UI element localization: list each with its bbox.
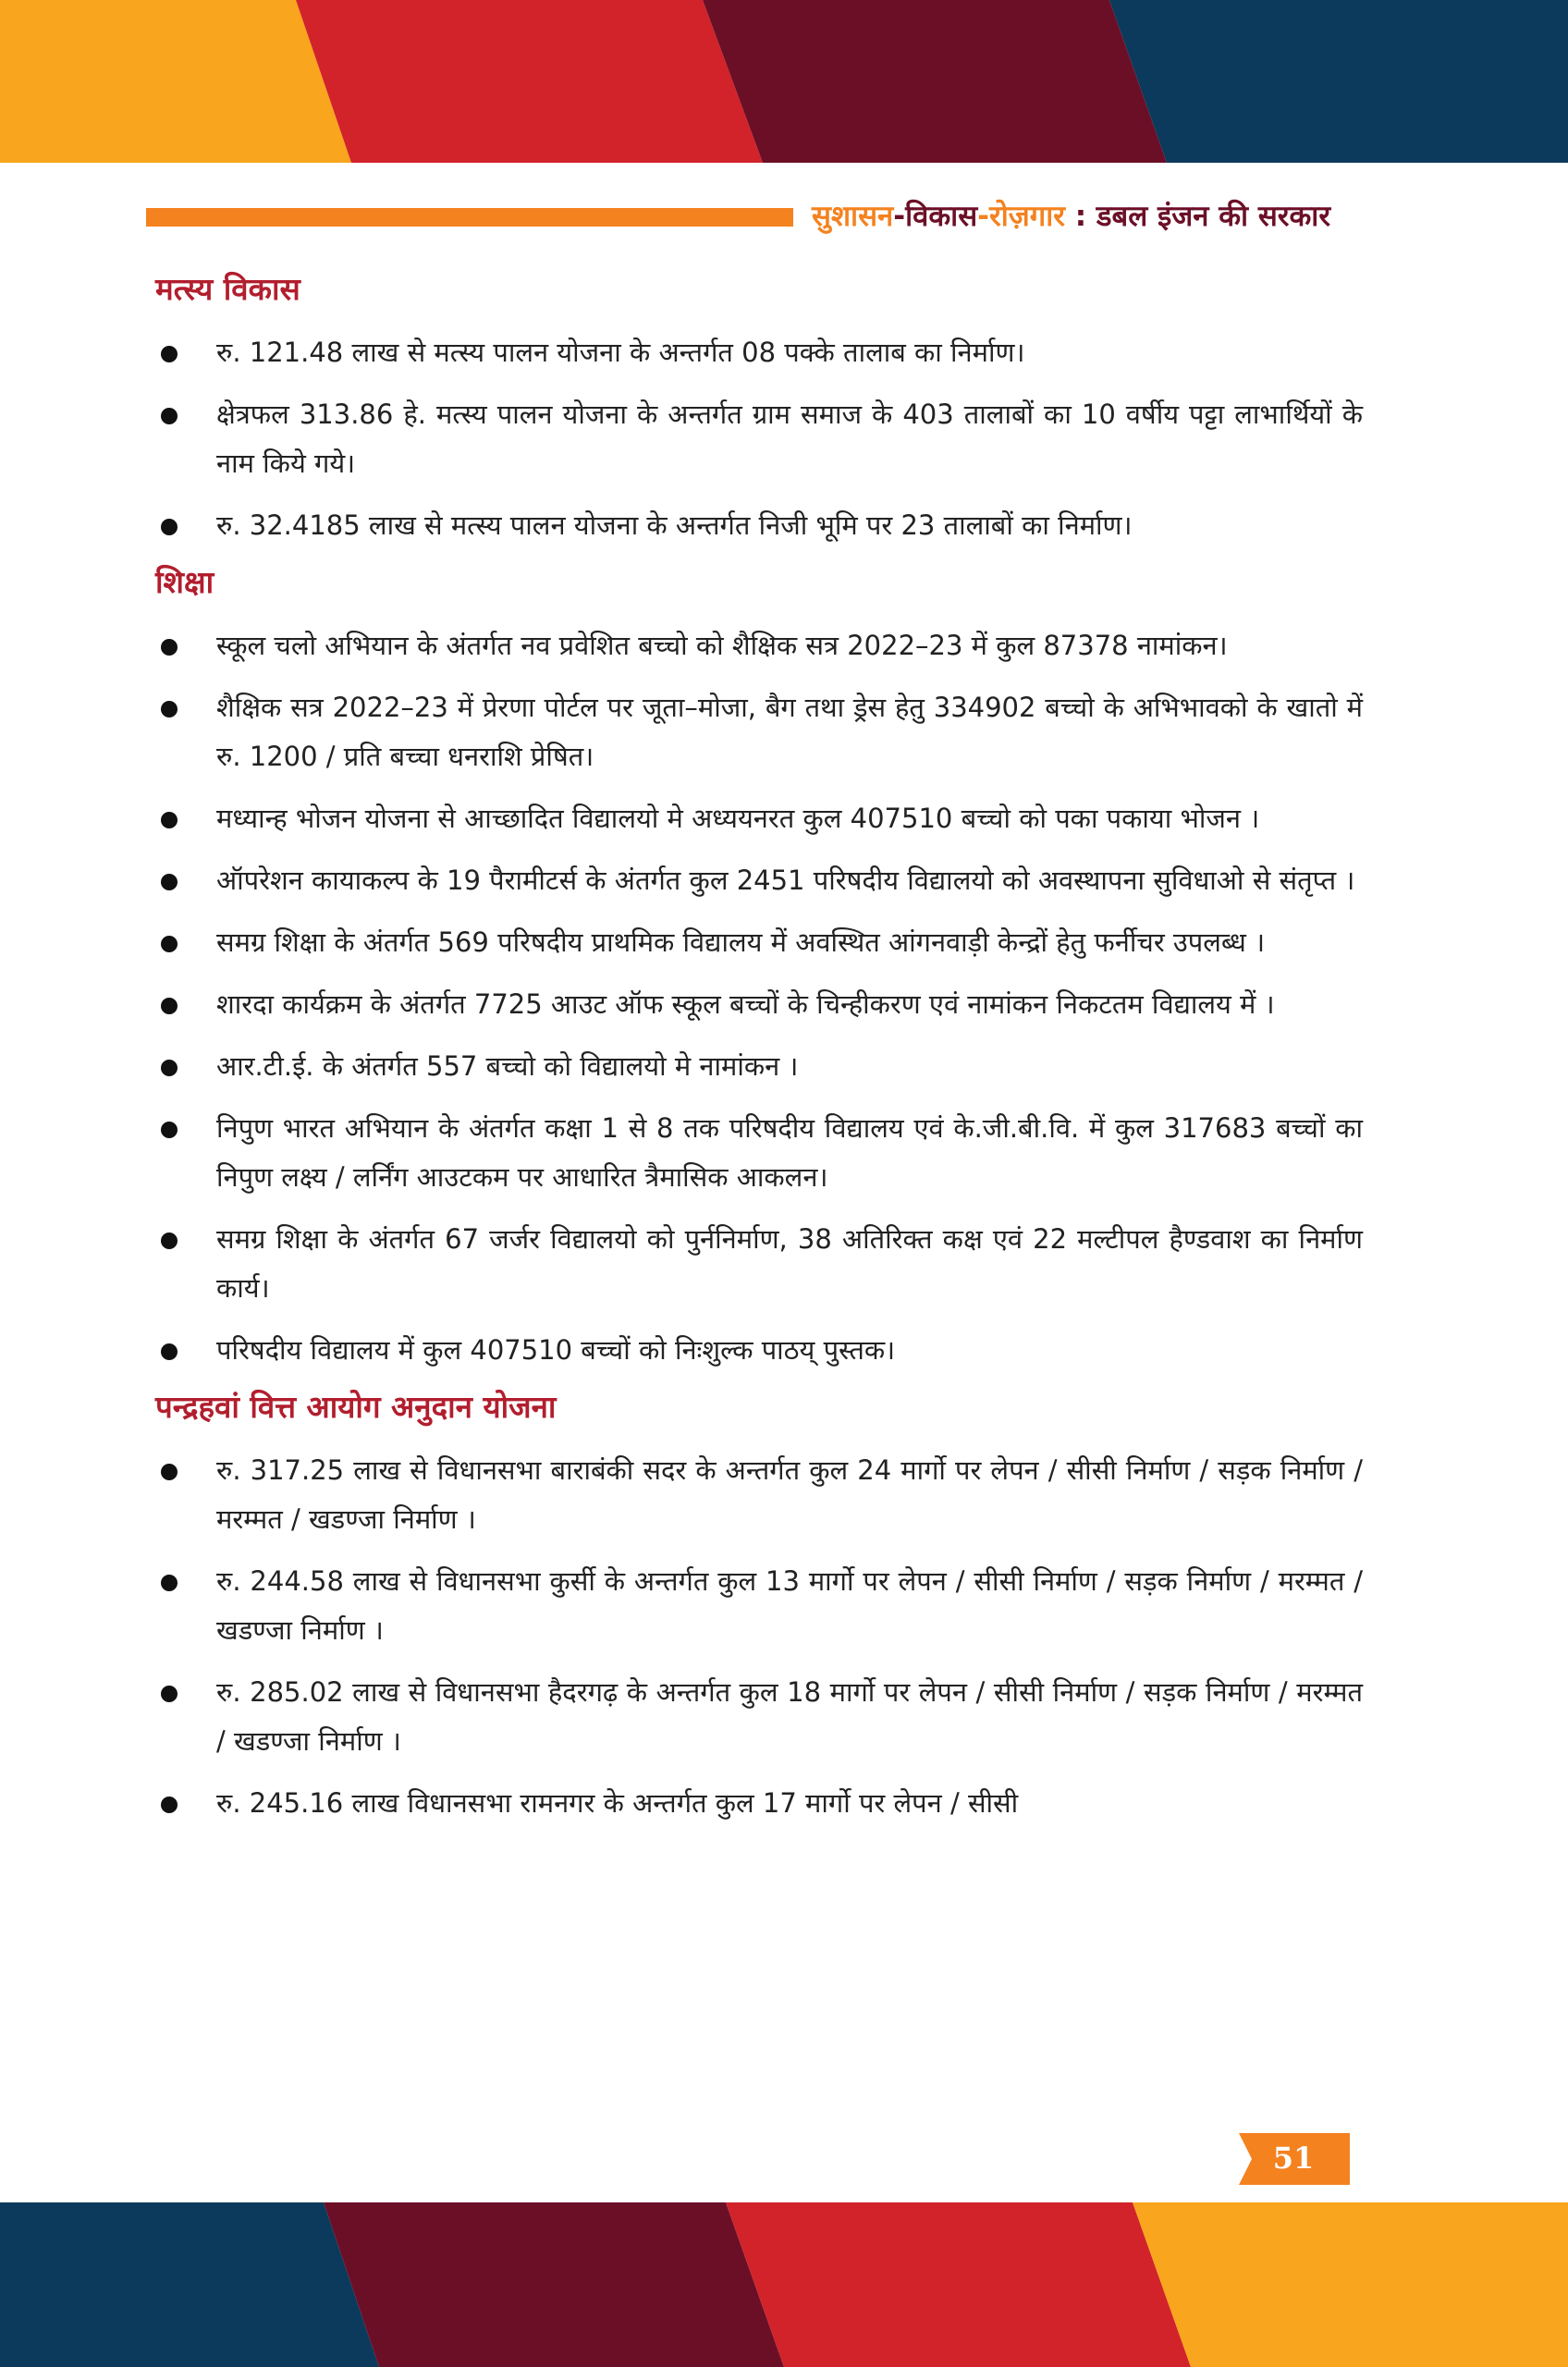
- list-item: [155, 1215, 1363, 1313]
- band-navy: [1109, 0, 1568, 163]
- list-item: [155, 621, 1363, 670]
- bullet-icon: [161, 1464, 178, 1480]
- list-item-text: रु. 317.25 लाख से विधानसभा बाराबंकी सदर के अन्तर्गत कुल 24 मार्गो पर लेपन / सीसी निर्माण / सड़क निर्माण / मरम्मत / खडण्जा निर्माण ।: [216, 1453, 1363, 1535]
- top-color-band: [0, 0, 1568, 163]
- list-item-text: रु. 32.4185 लाख से मत्स्य पालन योजना के अन्तर्गत निजी भूमि पर 23 तालाबों का निर्माण।: [216, 509, 1133, 541]
- list-item-text: ऑपरेशन कायाकल्प के 19 पैरामीटर्स के अंतर्गत कुल 2451 परिषदीय विद्यालयो को अवस्थापना सुविधाओ से संतृप्त ।: [216, 864, 1355, 896]
- band-maroon: [324, 2202, 784, 2367]
- list-item-text: शारदा कार्यक्रम के अंतर्गत 7725 आउट ऑफ स्कूल बच्चों के चिन्हीकरण एवं नामांकन निकटतम विद्यालय में ।: [216, 987, 1275, 1020]
- page-content: [155, 270, 1363, 1841]
- header-word-rozgar: रोज़गार: [989, 200, 1065, 233]
- band-yellow: [1133, 2202, 1568, 2367]
- list-item: [155, 1104, 1363, 1202]
- list-item: [155, 501, 1363, 550]
- list-item: [155, 1779, 1363, 1828]
- list-item-text: निपुण भारत अभियान के अंतर्गत कक्षा 1 से 8 तक परिषदीय विद्यालय एवं के.जी.बी.वि. में कुल 317683 बच्चों का निपुण लक्ष्य / लर्निंग आउटकम पर आधारित त्रैमासिक आकलन।: [216, 1111, 1363, 1193]
- section-education: [155, 563, 1363, 1375]
- list-item-text: रु. 121.48 लाख से मत्स्य पालन योजना के अन्तर्गत 08 पक्के तालाब का निर्माण।: [216, 336, 1025, 368]
- header-word-vikas: विकास: [905, 200, 978, 233]
- bullet-icon: [161, 1343, 178, 1360]
- page-number-badge: [1228, 2133, 1350, 2185]
- band-navy: [0, 2202, 379, 2367]
- bullet-icon: [161, 1060, 178, 1076]
- list-item-text: परिषदीय विद्यालय में कुल 407510 बच्चों को निःशुल्क पाठय् पुस्तक।: [216, 1333, 896, 1366]
- list-item-text: समग्र शिक्षा के अंतर्गत 569 परिषदीय प्राथमिक विद्यालय में अवस्थित आंगनवाड़ी केन्द्रों हेतु फर्नीचर उपलब्ध ।: [216, 926, 1266, 958]
- band-red: [726, 2202, 1191, 2367]
- band-yellow: [0, 0, 351, 163]
- header-title-rest: : डबल इंजन की सरकार: [1064, 200, 1331, 233]
- list-item: [155, 856, 1363, 905]
- list-item-text: क्षेत्रफल 313.86 हे. मत्स्य पालन योजना के अन्तर्गत ग्राम समाज के 403 तालाबों का 10 वर्षीय पट्टा लाभार्थियों के नाम किये गये।: [216, 398, 1363, 479]
- bottom-color-band: [0, 2202, 1568, 2367]
- bullet-icon: [161, 701, 178, 717]
- bullet-icon: [161, 1686, 178, 1702]
- bullet-icon: [161, 998, 178, 1014]
- page-number: 51: [1272, 2140, 1315, 2176]
- list-item-text: शैक्षिक सत्र 2022–23 में प्रेरणा पोर्टल पर जूता–मोजा, बैग तथा ड्रेस हेतु 334902 बच्चो के अभिभावको के खातो में रु. 1200 / प्रति बच्चा धनराशि प्रेषित।: [216, 691, 1363, 772]
- section-fifteenth-finance-commission: [155, 1388, 1363, 1828]
- list-item: [155, 328, 1363, 377]
- list-item: [155, 1557, 1363, 1655]
- list-item-text: मध्यान्ह भोजन योजना से आच्छादित विद्यालयो मे अध्ययनरत कुल 407510 बच्चो को पका पकाया भोजन ।: [216, 802, 1260, 834]
- bullet-icon: [161, 1575, 178, 1591]
- header-word-sushasan: सुशासन: [812, 200, 894, 233]
- list-item: [155, 390, 1363, 488]
- list-item: [155, 1326, 1363, 1375]
- bullet-icon: [161, 519, 178, 535]
- list-item: [155, 1042, 1363, 1091]
- header-accent-line: [146, 208, 793, 227]
- bullet-icon: [161, 812, 178, 828]
- section-heading: शिक्षा: [155, 563, 214, 600]
- list-item-text: समग्र शिक्षा के अंतर्गत 67 जर्जर विद्यालयो को पुर्ननिर्माण, 38 अतिरिक्त कक्ष एवं 22 मल्टीपल हैण्डवाश का निर्माण कार्य।: [216, 1222, 1363, 1304]
- bullet-icon: [161, 1122, 178, 1138]
- list-item-text: रु. 285.02 लाख से विधानसभा हैदरगढ़ के अन्तर्गत कुल 18 मार्गो पर लेपन / सीसी निर्माण / सड़क निर्माण / मरम्मत / खडण्जा निर्माण ।: [216, 1675, 1363, 1757]
- bullet-icon: [161, 874, 178, 890]
- list-item-text: स्कूल चलो अभियान के अंतर्गत नव प्रवेशित बच्चो को शैक्षिक सत्र 2022–23 में कुल 87378 नामांकन।: [216, 629, 1228, 661]
- header-sep-1: -: [893, 200, 906, 233]
- section-heading: पन्द्रहवां वित्त आयोग अनुदान योजना: [155, 1388, 557, 1425]
- band-red: [296, 0, 763, 163]
- list-item: [155, 794, 1363, 843]
- list-item-text: आर.टी.ई. के अंतर्गत 557 बच्चो को विद्यालयो मे नामांकन ।: [216, 1049, 799, 1082]
- list-item-text: रु. 244.58 लाख से विधानसभा कुर्सी के अन्तर्गत कुल 13 मार्गो पर लेपन / सीसी निर्माण / सड़क निर्माण / मरम्मत / खडण्जा निर्माण ।: [216, 1564, 1363, 1646]
- list-item: [155, 980, 1363, 1029]
- header-sep-2: -: [977, 200, 990, 233]
- list-item: [155, 683, 1363, 781]
- section-fisheries: [155, 270, 1363, 550]
- bullet-icon: [161, 1797, 178, 1813]
- bullet-icon: [161, 408, 178, 424]
- bullet-icon: [161, 639, 178, 656]
- list-item: [155, 1446, 1363, 1544]
- bullet-icon: [161, 346, 178, 362]
- list-item: [155, 1668, 1363, 1766]
- list-item: [155, 918, 1363, 967]
- band-maroon: [703, 0, 1167, 163]
- section-heading: मत्स्य विकास: [155, 271, 300, 307]
- list-item-text: रु. 245.16 लाख विधानसभा रामनगर के अन्तर्गत कुल 17 मार्गो पर लेपन / सीसी: [216, 1786, 1019, 1819]
- bullet-icon: [161, 1233, 178, 1249]
- header-title: [812, 196, 1330, 235]
- bullet-icon: [161, 936, 178, 952]
